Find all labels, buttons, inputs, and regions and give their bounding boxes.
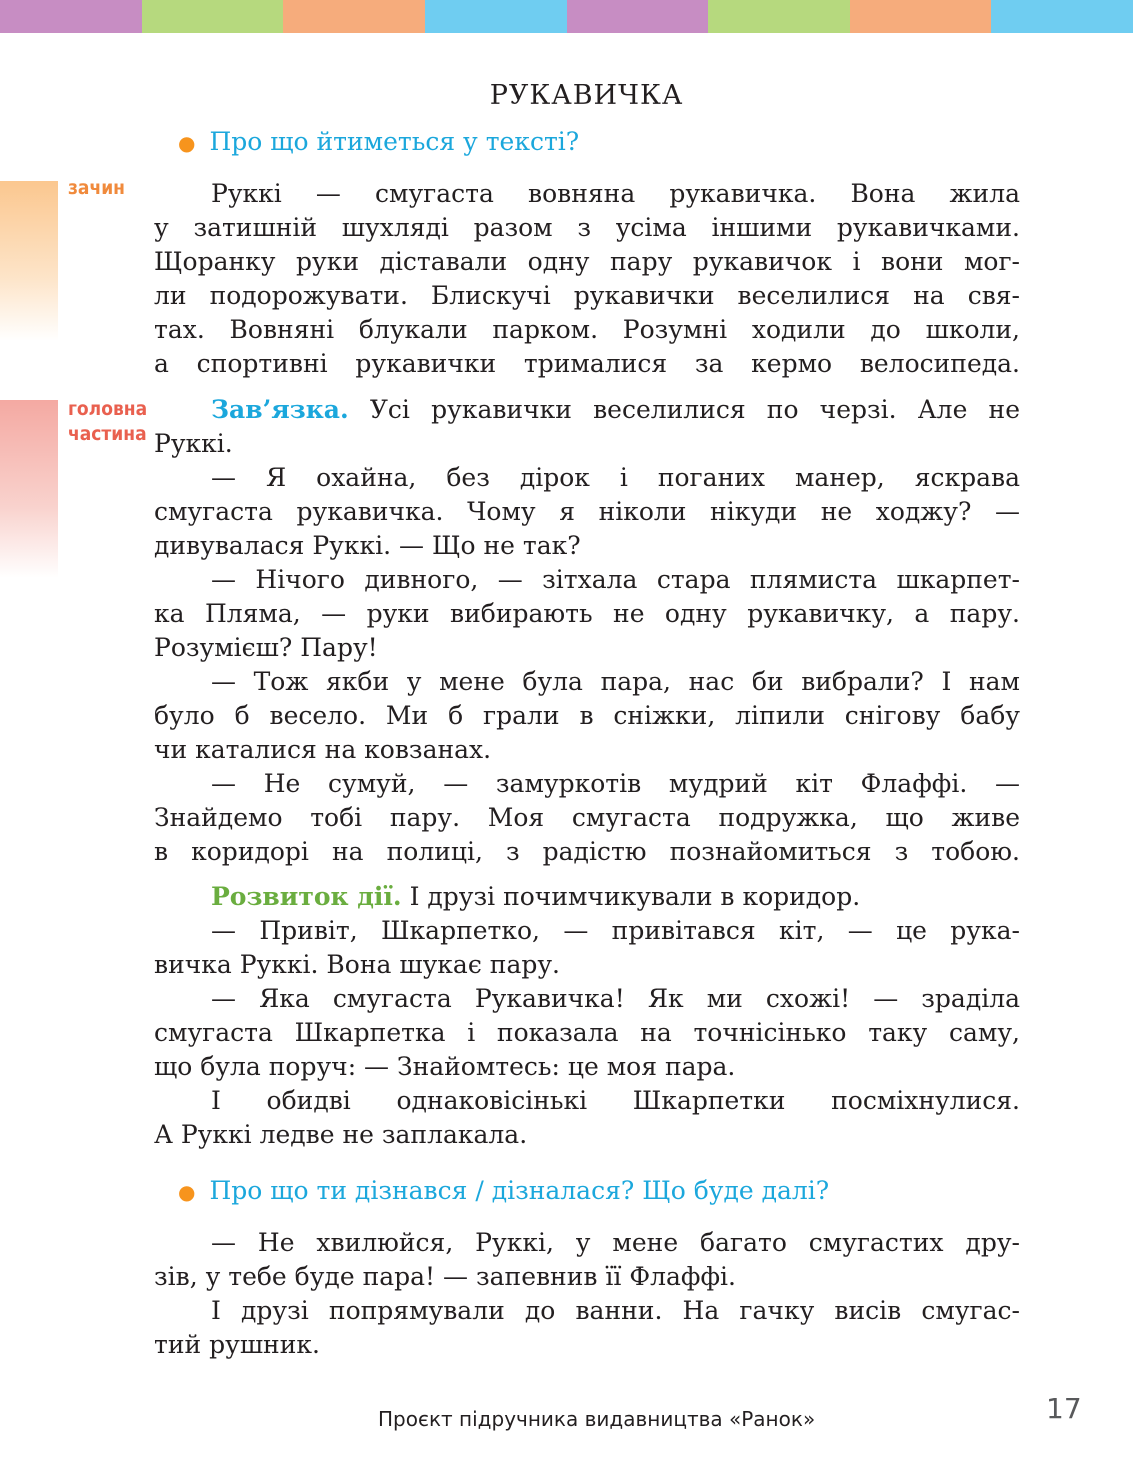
section-keyword-plot: Зав’язка.	[211, 395, 349, 424]
text-line: зів, у тебе буде пара! — запевнив її Флаффі.	[154, 1262, 736, 1291]
text-line: Руккі.	[154, 429, 233, 458]
page-title: РУКАВИЧКА	[489, 80, 684, 111]
question-text: Про що йтиметься у тексті?	[209, 127, 580, 156]
header-stripe	[0, 0, 142, 33]
text-line: І обидві однаковісінькі Шкарпетки посміхнулися.	[211, 1086, 1020, 1115]
text-line: тах. Вовняні блукали парком. Розумні ходили до школи,	[154, 315, 1020, 344]
text-line: Руккі — смугаста вовняна рукавичка. Вона жила	[211, 179, 1020, 208]
text-line: Розумієш? Пару!	[154, 633, 378, 662]
header-stripe	[283, 0, 425, 33]
header-stripe	[567, 0, 709, 33]
header-color-stripes	[0, 0, 1133, 33]
text-line: чи каталися на ковзанах.	[154, 735, 492, 764]
margin-label-intro: зачин	[68, 177, 125, 199]
text-line: у затишній шухляді разом з усіма іншими рукавичками.	[154, 213, 1020, 242]
text-line: вичка Руккі. Вона шукає пару.	[154, 950, 561, 979]
text-block-development	[154, 880, 1020, 1152]
text-line: а спортивні рукавички трималися за кермо велосипеда.	[154, 349, 1020, 378]
text-block-plot	[154, 393, 1020, 869]
text-line: Знайдемо тобі пару. Моя смугаста подружка, що живе	[154, 803, 1020, 832]
header-stripe	[850, 0, 992, 33]
bullet-dot-icon: ●	[178, 1180, 196, 1204]
text-line: — Привіт, Шкарпетко, — привітався кіт, — це рука-	[211, 916, 1020, 945]
text-line: — Не хвилюйся, Руккі, у мене багато смугастих дру-	[211, 1228, 1020, 1257]
text-line: — Я охайна, без дірок і поганих манер, яскрава	[211, 463, 1020, 492]
footer-publisher-note: Проєкт підручника видавництва «Ранок»	[378, 1407, 816, 1431]
header-stripe	[425, 0, 567, 33]
main-part-side-band	[0, 400, 58, 578]
text-line: дивувалася Руккі. — Що не так?	[154, 531, 581, 560]
text-line: Розвиток дії. І друзі почимчикували в коридор.	[211, 882, 861, 911]
header-stripe	[142, 0, 284, 33]
text-block-intro	[154, 177, 1020, 381]
text-line: було б весело. Ми б грали в сніжки, ліпили снігову бабу	[154, 701, 1020, 730]
text-line: І друзі попрямували до ванни. На гачку висів смугас-	[211, 1296, 1020, 1325]
header-stripe	[708, 0, 850, 33]
text-block-continuation	[154, 1226, 1020, 1362]
intro-side-band	[0, 181, 58, 341]
text-line: Щоранку руки діставали одну пару рукавичок і вони мог-	[154, 247, 1020, 276]
text-line: ли подорожувати. Блискучі рукавички веселилися на свя-	[154, 281, 1020, 310]
text-line: ка Пляма, — руки вибирають не одну рукавичку, а пару.	[154, 599, 1020, 628]
question-prompt-1	[178, 127, 579, 158]
text-line: смугаста рукавичка. Чому я ніколи нікуди не ходжу? —	[154, 497, 1020, 526]
text-line: А Руккі ледве не заплакала.	[154, 1120, 528, 1149]
text-line: — Не сумуй, — замуркотів мудрий кіт Флаффі. —	[211, 769, 1020, 798]
margin-label-main-part	[68, 397, 147, 447]
question-text: Про що ти дізнався / дізналася? Що буде далі?	[209, 1176, 830, 1205]
text-line: тий рушник.	[154, 1330, 320, 1359]
header-stripe	[991, 0, 1133, 33]
bullet-dot-icon: ●	[178, 131, 196, 155]
text-line: — Нічого дивного, — зітхала стара плямиста шкарпет-	[211, 565, 1020, 594]
text-line: — Тож якби у мене була пара, нас би вибрали? І нам	[211, 667, 1020, 696]
page-number: 17	[1046, 1392, 1082, 1425]
text-line: смугаста Шкарпетка і показала на точнісінько таку саму,	[154, 1018, 1020, 1047]
text-line: Зав’язка. Усі рукавички веселилися по черзі. Але не	[211, 395, 1020, 424]
question-prompt-2	[178, 1176, 829, 1207]
margin-label-main-line1: головна	[68, 398, 148, 420]
margin-label-main-line2: частина	[68, 423, 147, 445]
text-line: — Яка смугаста Рукавичка! Як ми схожі! — зраділа	[211, 984, 1020, 1013]
text-line: в коридорі на полиці, з радістю познайомиться з тобою.	[154, 837, 1020, 866]
text-line: що була поруч: — Знайомтесь: це моя пара.	[154, 1052, 736, 1081]
section-keyword-development: Розвиток дії.	[211, 882, 402, 911]
